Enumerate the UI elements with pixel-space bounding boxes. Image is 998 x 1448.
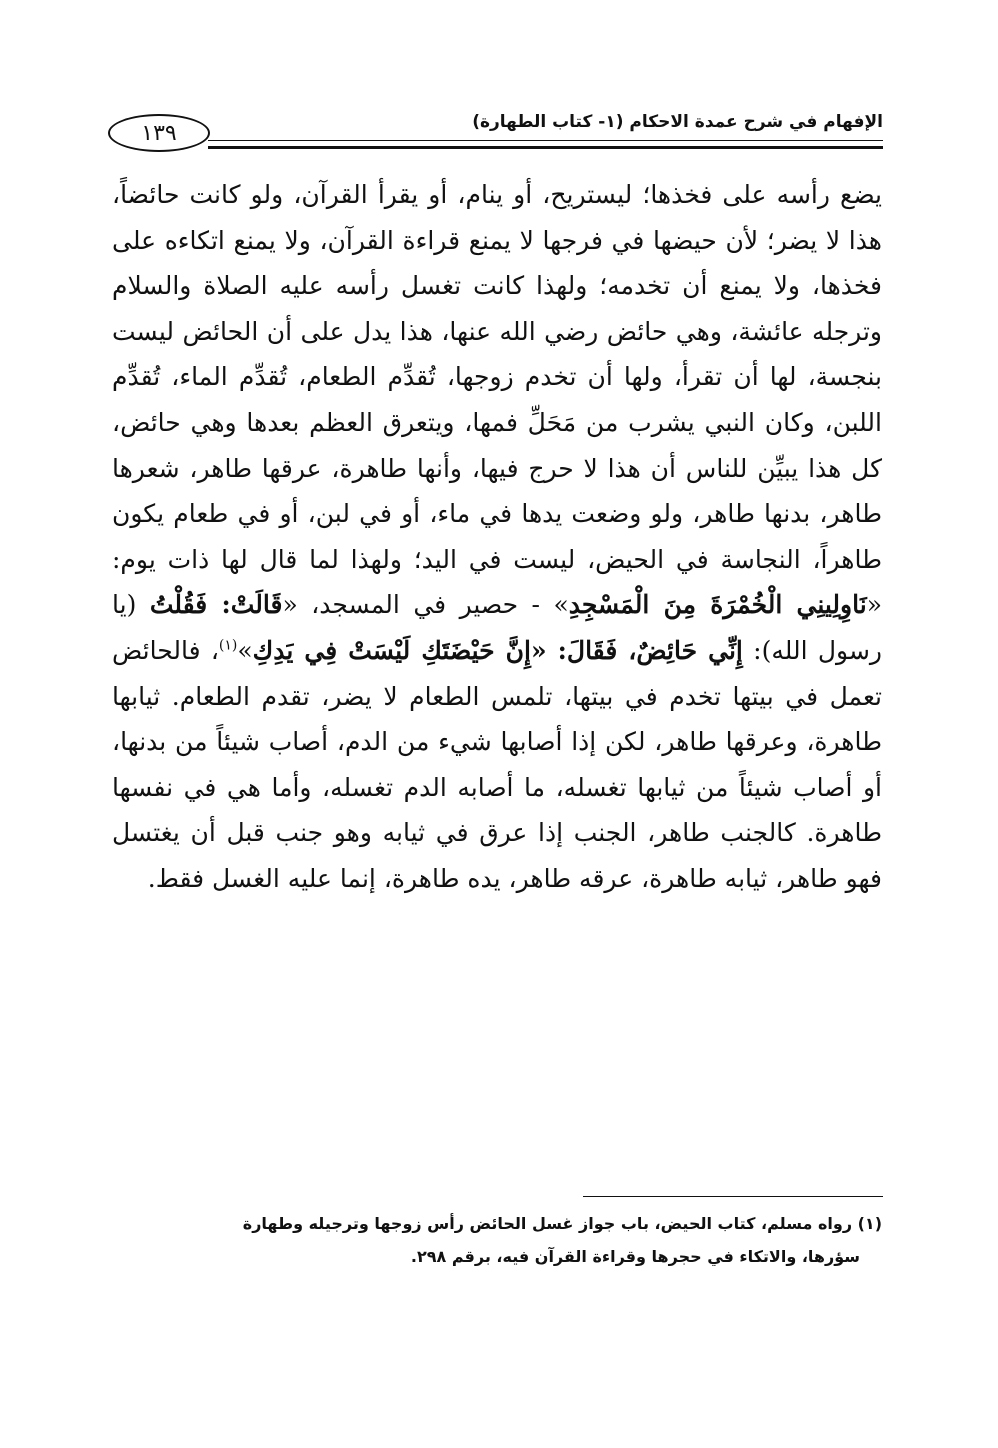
header-rule-thick: [208, 146, 883, 149]
header-rule-thin: [208, 140, 883, 141]
footnote-marker[interactable]: (١): [218, 637, 238, 654]
running-title: الإفهام في شرح عمدة الاحكام (١- كتاب الطهارة): [472, 112, 883, 132]
page-number: ١٣٩: [108, 114, 210, 152]
footnote: [112, 1207, 882, 1273]
hadith-quote: قَالَتْ: فَقُلْتُ: [149, 590, 283, 620]
hadith-quote: إِنِّي حَائِضٌ، فَقَالَ: «إِنَّ حَيْضَتَكِ لَيْسَتْ فِي يَدِكِ: [252, 635, 743, 665]
text-segment: » - حصير في المسجد، «: [282, 590, 569, 620]
main-paragraph: [112, 172, 882, 902]
footnote-line: (١) رواه مسلم، كتاب الحيض، باب جواز غسل الحائض رأس زوجها وترجيله وطهارة: [242, 1214, 882, 1233]
hadith-quote: نَاوِلِينِي الْخُمْرَةَ مِنَ الْمَسْجِدِ: [568, 590, 867, 620]
text-segment: »: [237, 635, 253, 665]
footnote-line: سؤرها، والاتكاء في حجرها وقراءة القرآن فيه، برقم ٢٩٨.: [410, 1247, 860, 1266]
main-text: [112, 172, 882, 902]
text-segment: ، فالحائض تعمل في بيتها تخدم في بيتها، تلمس الطعام لا يضر، تقدم الطعام. ثيابها طاهرة، وعرقها طاهر، لكن إذا أصابها شيء من الدم، أصاب شيئاً من بدنها، أو أصاب شيئاً من ثيابها تغسله، ما أصابه الدم تغسله، وأما هي في نفسها طاهرة. كالجنب طاهر، الجنب إذا عرق في ثيابه وهو جنب قبل أن يغتسل فهو طاهر، ثيابه طاهرة، عرقه طاهر، يده طاهرة، إنما عليه الغسل فقط.: [112, 635, 882, 893]
text-segment: (يا رسول الله):: [112, 590, 882, 665]
footnote-separator: [583, 1196, 883, 1197]
page-header: [108, 110, 883, 158]
text-segment: يضع رأسه على فخذها؛ ليستريح، أو ينام، أو يقرأ القرآن، ولو كانت حائضاً، هذا لا يضر؛ لأن حيضها في فرجها لا يمنع قراءة القرآن، ولا يمنع اتكاءه على فخذها، ولا يمنع أن تخدمه؛ ولهذا كانت تغسل رأسه عليه الصلاة والسلام وترجله عائشة، وهي حائض رضي الله عنها، هذا يدل على أن الحائض ليست بنجسة، لها أن تقرأ، ولها أن تخدم زوجها، تُقدِّم الطعام، تُقدِّم الماء، تُقدِّم اللبن، وكان النبي يشرب من مَحَلِّ فمها، ويتعرق العظم بعدها وهي حائض، كل هذا يبيِّن للناس أن هذا لا حرج فيها، وأنها طاهرة، عرقها طاهر، شعرها طاهر، بدنها طاهر، ولو وضعت يدها في ماء، أو في لبن، أو في طعام يكون طاهراً، النجاسة في الحيض، ليست في اليد؛ ولهذا لما قال لها ذات يوم: «: [112, 180, 882, 620]
